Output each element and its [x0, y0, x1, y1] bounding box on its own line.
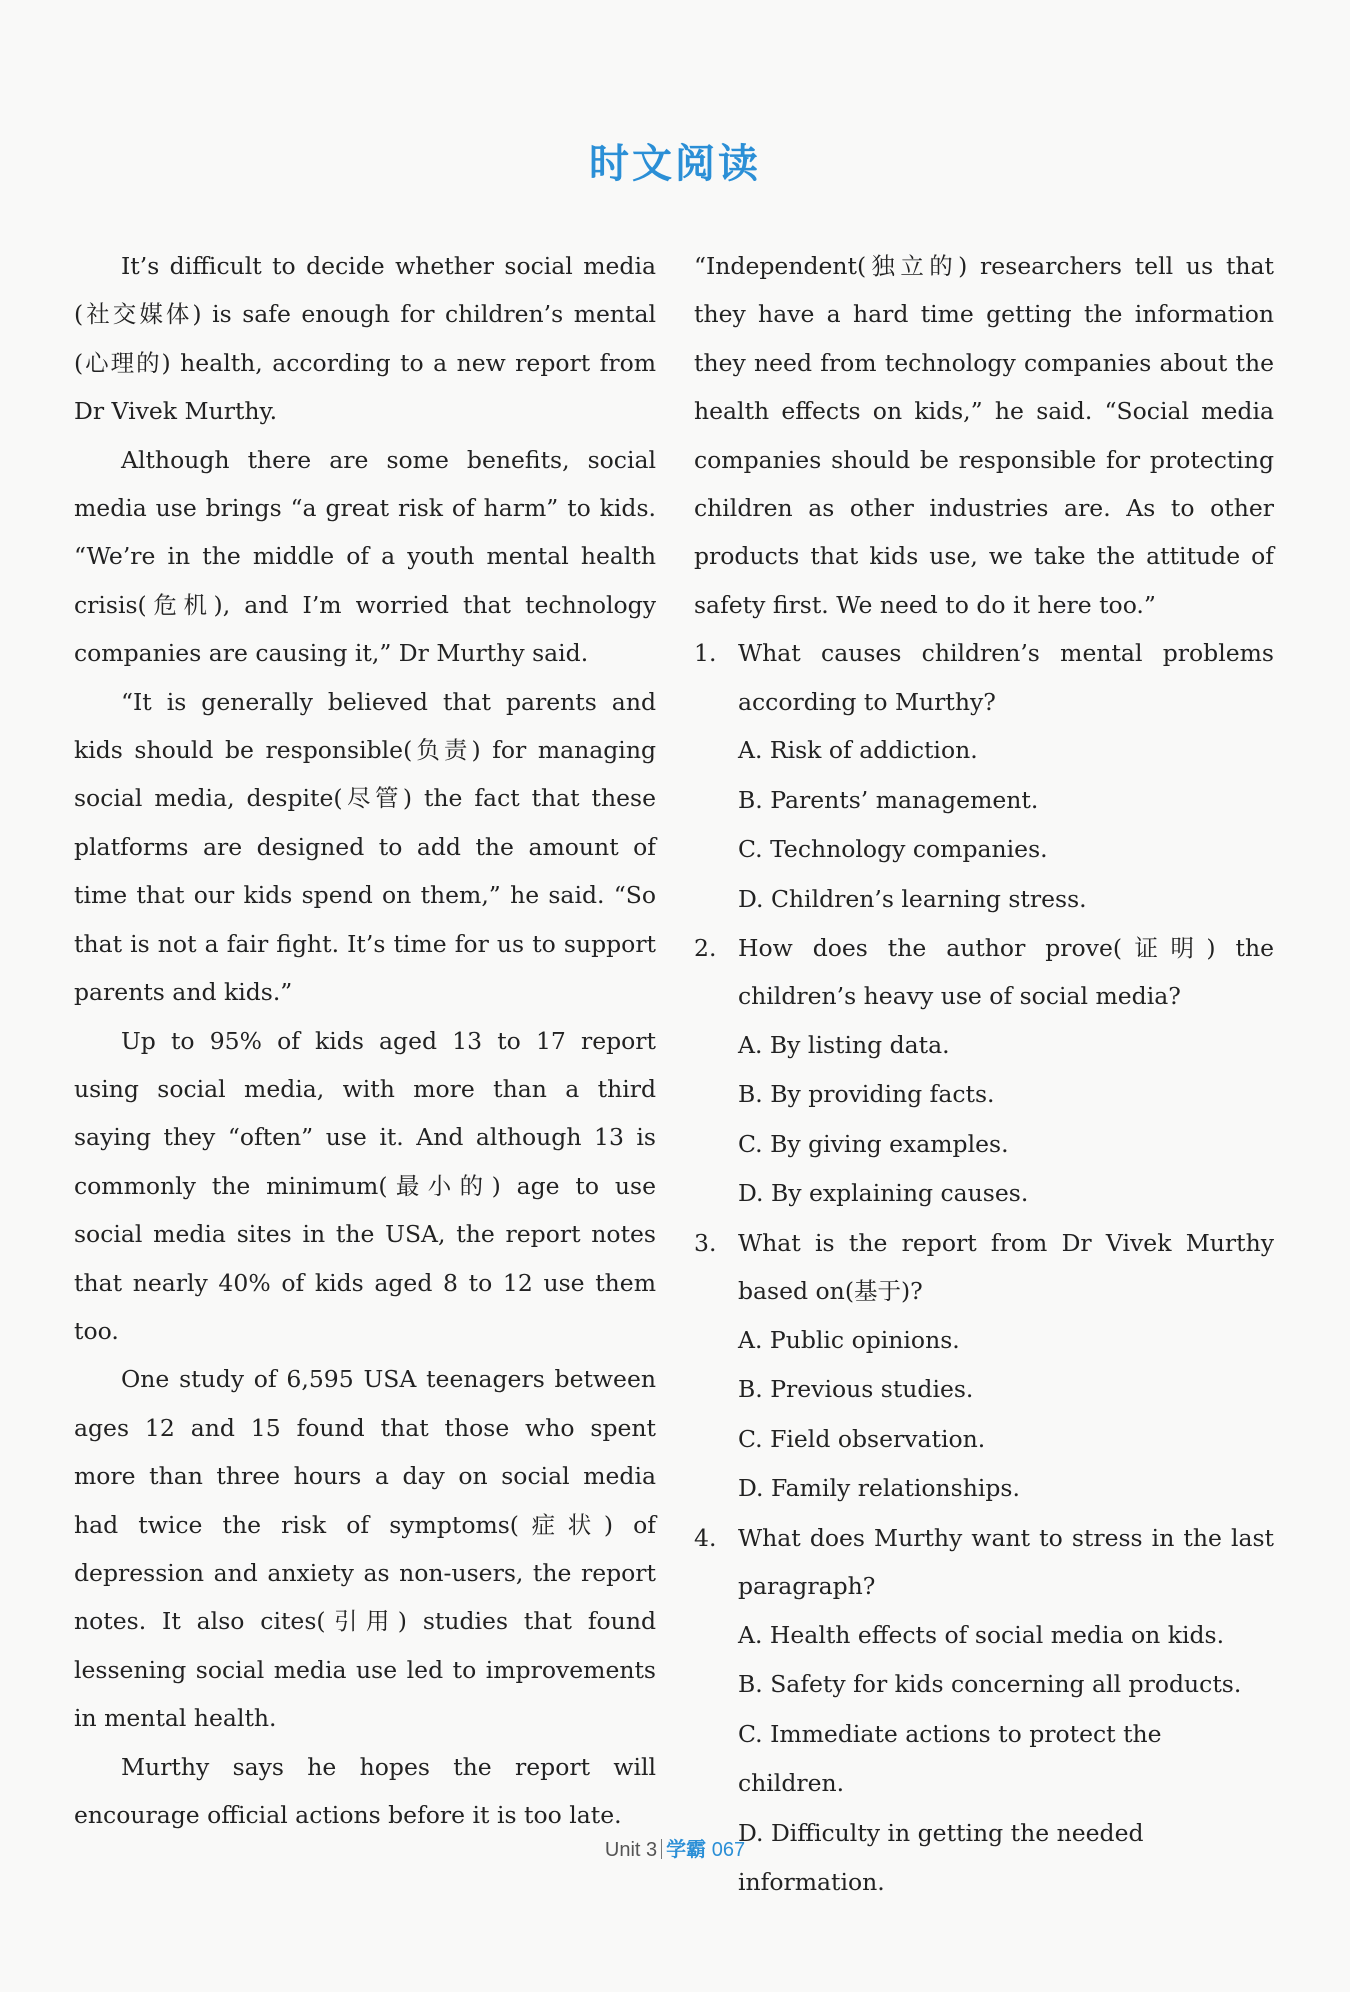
brand-label: 学霸 — [666, 1839, 707, 1861]
answer-option[interactable]: D. Children’s learning stress. — [738, 884, 1087, 913]
answer-option[interactable]: D. Difficulty in getting the needed information. — [738, 1818, 1144, 1896]
page-number: 067 — [711, 1839, 746, 1861]
question-number: 4. — [694, 1523, 717, 1552]
answer-option[interactable]: C. Technology companies. — [738, 835, 1048, 864]
question-1 — [694, 629, 1274, 924]
answer-option[interactable]: B. Safety for kids concerning all products. — [738, 1670, 1242, 1698]
question-number: 1. — [694, 639, 717, 668]
question-number: 3. — [694, 1228, 717, 1257]
question-2 — [694, 924, 1274, 1219]
answer-option[interactable]: A. Public opinions. — [738, 1325, 960, 1354]
passage-paragraph: It’s difficult to decide whether social media (社交媒体) is safe enough for children’s mental (心理的) health, according to a new report from Dr Vivek Murthy. — [74, 252, 656, 426]
passage-right-column — [694, 242, 1274, 1908]
answer-option[interactable]: A. Risk of addiction. — [738, 736, 978, 765]
question-stem: What causes children’s mental problems according to Murthy? — [738, 639, 1274, 716]
answer-option[interactable]: A. By listing data. — [738, 1030, 950, 1059]
answer-option[interactable]: C. Field observation. — [738, 1424, 986, 1453]
answer-option[interactable]: C. By giving examples. — [738, 1129, 1009, 1158]
unit-label: Unit 3 — [604, 1839, 658, 1861]
question-stem: What does Murthy want to stress in the last paragraph? — [738, 1523, 1274, 1601]
passage-paragraph: Murthy says he hopes the report will encourage official actions before it is too late. — [74, 1752, 656, 1829]
passage-paragraph: “It is generally believed that parents and kids should be responsible(负责) for managing social media, despite(尽管) the fact that these platforms are designed to add the amount of time that our kids spend on them,” he said. “So that is not a fair fight. It’s time for us to support parents and kids.” — [74, 687, 656, 1007]
page-footer — [0, 1833, 1350, 1862]
passage-paragraph: Although there are some benefits, social media use brings “a great risk of harm” to kids. “We’re in the middle of a youth mental health crisis(危机), and I’m worried that technology companies are causing it,” Dr Murthy said. — [74, 445, 656, 668]
answer-option[interactable]: B. Previous studies. — [738, 1375, 974, 1404]
passage-paragraph: One study of 6,595 USA teenagers between ages 12 and 15 found that those who spent more than three hours a day on social media had twice the risk of symptoms(症状) of depression and anxiety as non-users, the report notes. It also cites(引用) studies that found lessening social media use led to improvements in mental health. — [74, 1365, 656, 1733]
passage-paragraph: “Independent(独立的) researchers tell us that they have a hard time getting the information they need from technology companies about the health effects on kids,” he said. “Social media companies should be responsible for protecting children as other industries are. As to other products that kids use, we take the attitude of safety first. We need to do it here too.” — [694, 252, 1274, 619]
passage-paragraph: Up to 95% of kids aged 13 to 17 report using social media, with more than a third saying they “often” use it. And although 13 is commonly the minimum(最小的) age to use social media sites in the USA, the report notes that nearly 40% of kids aged 8 to 12 use them too. — [74, 1026, 656, 1345]
answer-option[interactable]: B. Parents’ management. — [738, 785, 1039, 814]
page-title: 时文阅读 — [589, 141, 761, 187]
answer-option[interactable]: B. By providing facts. — [738, 1080, 995, 1109]
passage-left-column — [74, 242, 656, 1839]
question-number: 2. — [694, 934, 717, 963]
answer-option[interactable]: D. Family relationships. — [738, 1474, 1020, 1503]
question-3 — [694, 1219, 1274, 1514]
question-stem: How does the author prove(证明) the children’s heavy use of social media? — [738, 934, 1274, 1011]
answer-option[interactable]: A. Health effects of social media on kids. — [738, 1620, 1225, 1649]
answer-option[interactable]: D. By explaining causes. — [738, 1179, 1029, 1208]
footer-divider — [661, 1839, 662, 1859]
question-stem: What is the report from Dr Vivek Murthy based on(基于)? — [738, 1228, 1274, 1306]
answer-option[interactable]: C. Immediate actions to protect the children. — [738, 1719, 1162, 1797]
